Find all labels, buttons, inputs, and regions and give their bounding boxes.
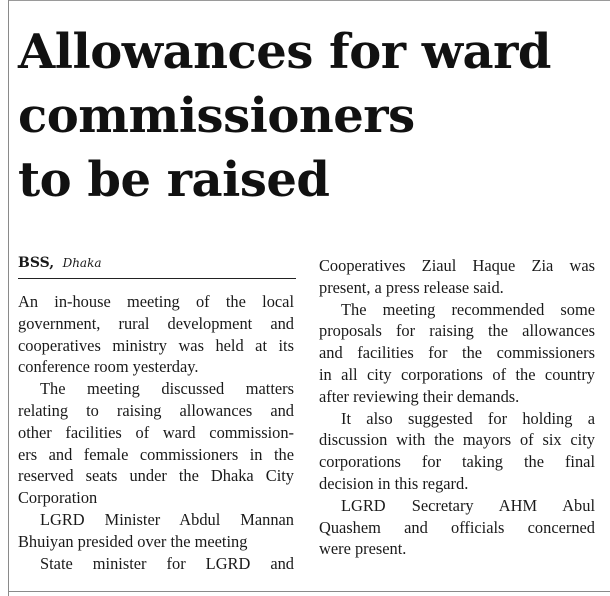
body-line: proposals for raising the allowances [319, 321, 595, 341]
headline-line-2: commissioners [18, 88, 415, 144]
body-line: It also suggested for holding a [341, 408, 595, 428]
body-line: Corporation [18, 488, 98, 508]
byline-rule [18, 278, 296, 279]
body-line: present, a press release said. [319, 277, 504, 297]
body-line: reserved seats under the Dhaka City [18, 466, 294, 486]
body-line: and facilities for the commissioners [319, 343, 595, 363]
body-line: discussion with the mayors of six city [319, 430, 595, 450]
body-line: Bhuiyan presided over the meeting [18, 531, 248, 551]
body-line: relating to raising allowances and [18, 400, 294, 420]
byline-city: Dhaka [62, 256, 102, 270]
body-line: LGRD Minister Abdul Mannan [40, 509, 294, 529]
frame-bottom-border [8, 591, 610, 592]
body-line: An in-house meeting of the local [18, 292, 294, 311]
headline-line-3: to be raised [18, 152, 330, 208]
body-line: conference room yesterday. [18, 357, 199, 377]
byline-agency: BSS, [18, 255, 55, 271]
headline-line-1: Allowances for ward [18, 24, 551, 80]
body-line: were present. [319, 539, 407, 559]
article-column-left [18, 291, 294, 574]
body-line: cooperatives ministry was held at its [18, 335, 294, 355]
article-headline [18, 20, 608, 212]
body-line: corporations for taking the final [319, 452, 595, 472]
byline [18, 253, 296, 273]
body-line: The meeting recommended some [341, 299, 595, 319]
body-line: Cooperatives Ziaul Haque Zia was [319, 256, 595, 275]
body-line: The meeting discussed matters [40, 379, 294, 399]
body-line: decision in this regard. [319, 473, 469, 493]
body-line: LGRD Secretary AHM Abul [341, 495, 595, 515]
body-line: in all city corporations of the country [319, 364, 595, 384]
body-line: State minister for LGRD and [40, 553, 294, 573]
body-line: other facilities of ward commission- [18, 422, 294, 442]
article-column-right [319, 255, 595, 560]
frame-top-border [8, 0, 610, 1]
body-line: after reviewing their demands. [319, 386, 520, 406]
body-line: ers and female commissioners in the [18, 444, 294, 464]
frame-left-border [8, 0, 9, 596]
body-line: Quashem and officials concerned [319, 517, 595, 537]
body-line: government, rural development and [18, 313, 294, 333]
